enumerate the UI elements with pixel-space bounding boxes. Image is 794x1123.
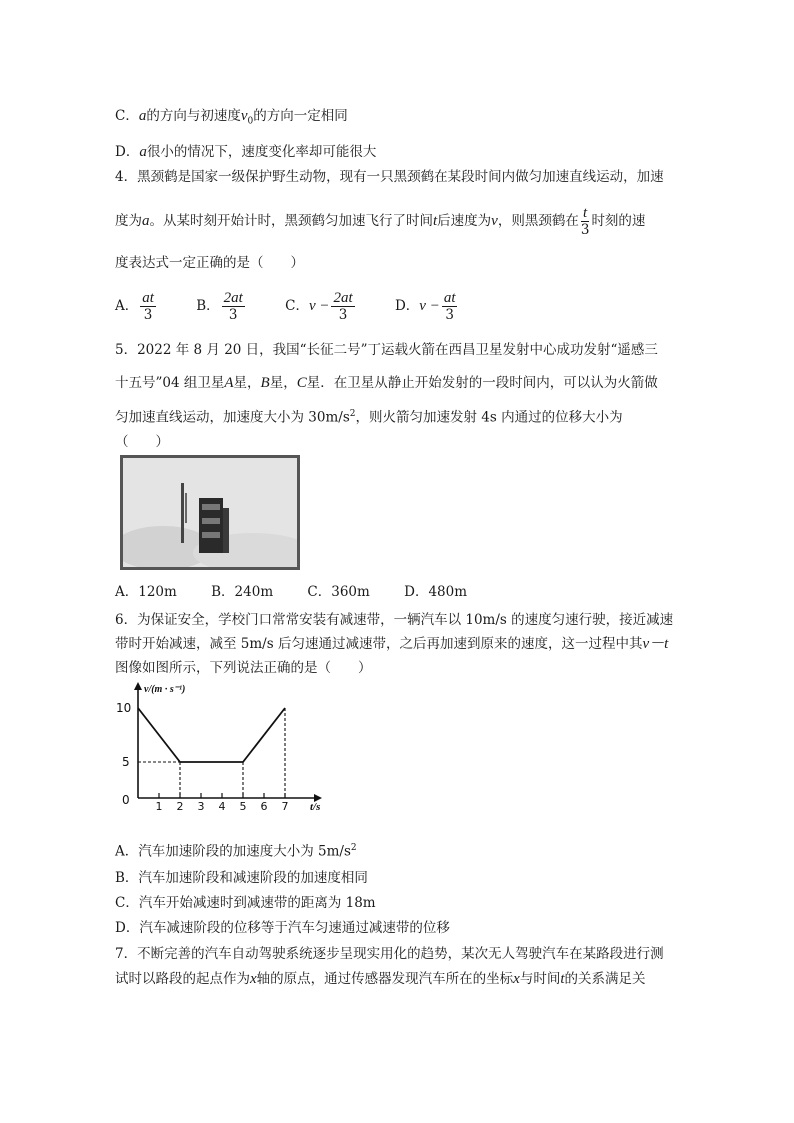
q5-line-3: 匀加速直线运动，加速度大小为 $30m/s^2$，则火箭匀加速发射 4s 内通过的位移大小为 <box>115 409 623 426</box>
q7-line-1: 7．不断完善的汽车自动驾驶系统逐步呈现实用化的趋势，某次无人驾驶汽车在某路段进行测 <box>115 946 664 962</box>
q3-option-d: D．a很小的情况下，速度变化率却可能很大 <box>115 144 377 160</box>
graph-xtick-6: 6 <box>260 800 268 810</box>
q6-line-2: 带时开始减速，减至 5m/s 后匀速通过减速带，之后再加速到原来的速度，这一过程中其v－t <box>115 636 669 652</box>
graph-xtick-3: 3 <box>197 800 205 810</box>
q4-option-d[interactable]: D．v − $\frac{at}{3}$ <box>394 290 456 323</box>
q5-line-4: （ ） <box>115 434 169 450</box>
graph-xtick-5: 5 <box>239 800 247 810</box>
q5-line-1: 5．2022 年 8 月 20 日，我国“长征二号”丁运载火箭在西昌卫星发射中心成功发射“遥感三 <box>115 342 658 358</box>
graph-xlabel: t/s <box>310 801 321 810</box>
q6-line-1: 6．为保证安全，学校门口常常安装有减速带，一辆汽车以 10m/s 的速度匀速行驶，接近减速 <box>115 612 674 628</box>
q5-option-a[interactable]: A．120m <box>115 584 177 600</box>
q4-line-3: 度表达式一定正确的是（ ） <box>115 255 304 271</box>
q4-fraction: $\frac{t}{3}$ <box>580 205 590 238</box>
q6-option-b[interactable]: B．汽车加速阶段和减速阶段的加速度相同 <box>115 870 368 886</box>
graph-ylabel: v/(m · s⁻¹) <box>144 684 186 695</box>
q6-option-a[interactable]: A．汽车加速阶段的加速度大小为 $5m/s^2$ <box>115 843 357 860</box>
q5-options <box>115 582 497 602</box>
q4-line-1: 4．黑颈鹤是国家一级保护野生动物，现有一只黑颈鹤在某段时间内做匀加速直线运动，加速 <box>115 169 664 185</box>
q6-line-3: 图像如图所示，下列说法正确的是（ ） <box>115 660 372 676</box>
vt-graph <box>110 680 340 810</box>
q5-line-2: 十五号”04 组卫星A星，B星，C星．在卫星从静止开始发射的一段时间内，可以认为火箭做 <box>115 375 658 391</box>
q5-option-d[interactable]: D．480m <box>404 584 468 600</box>
q3-option-c: C．a的方向与初速度$v_0$的方向一定相同 <box>115 108 348 127</box>
q4-option-c[interactable]: C．v − $\frac{2at}{3}$ <box>285 290 353 323</box>
graph-xtick-4: 4 <box>218 800 226 810</box>
q4-option-b[interactable]: B． $\frac{2at}{3}$ <box>196 290 243 323</box>
q5-option-c[interactable]: C．360m <box>307 584 370 600</box>
graph-xtick-1: 1 <box>155 800 163 810</box>
q4-options <box>115 290 493 323</box>
q7-line-2: 试时以路段的起点作为x轴的原点，通过传感器发现汽车所在的坐标x与时间t的关系满足关 <box>115 971 646 987</box>
q4-line-2: 度为a。从某时刻开始计时，黑颈鹤匀加速飞行了时间t后速度为v，则黑颈鹤在 $\frac{t}{3}$ 时刻的速 <box>115 205 646 238</box>
graph-xtick-2: 2 <box>176 800 184 810</box>
graph-ytick-0: 0 <box>122 793 130 807</box>
graph-xtick-7: 7 <box>281 800 289 810</box>
rocket-launch-photo <box>120 455 300 570</box>
q6-option-d[interactable]: D．汽车减速阶段的位移等于汽车匀速通过减速带的位移 <box>115 920 450 936</box>
q6-option-c[interactable]: C．汽车开始减速时到减速带的距离为 18m <box>115 895 376 911</box>
graph-ytick-5: 5 <box>122 755 130 769</box>
graph-ytick-10: 10 <box>116 701 132 715</box>
q4-option-a[interactable]: A． $\frac{at}{3}$ <box>115 290 154 323</box>
q5-option-b[interactable]: B．240m <box>211 584 274 600</box>
